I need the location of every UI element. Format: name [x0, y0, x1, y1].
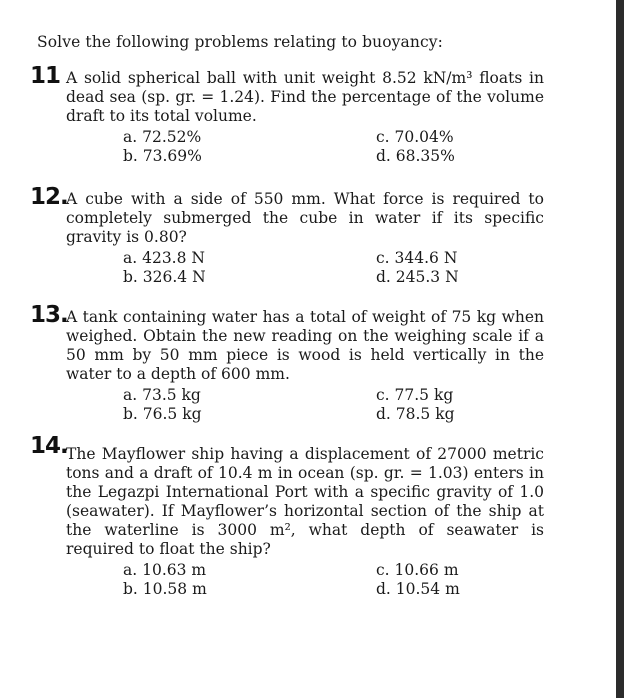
- page-heading: Solve the following problems relating to buoyancy:: [37, 33, 443, 51]
- problem-14: [30, 433, 544, 599]
- problem-11-choices: [123, 128, 543, 166]
- choice-a: a. 423.8 N: [123, 249, 205, 267]
- choice-c: c. 344.6 N: [376, 249, 458, 267]
- choice-a: a. 72.52%: [123, 128, 202, 146]
- choice-d: d. 10.54 m: [376, 580, 460, 598]
- problem-11: [30, 63, 544, 166]
- page-edge-shadow: [616, 0, 624, 698]
- problem-11-text: A solid spherical ball with unit weight 8.52 kN/m³ floats in dead sea (sp. gr. = 1.24). Find the percentage of the volume draft to its total volume.: [66, 69, 544, 125]
- choice-d: d. 78.5 kg: [376, 405, 455, 423]
- handwritten-number-13: 13.: [30, 302, 68, 328]
- choice-a: a. 10.63 m: [123, 561, 207, 579]
- choice-c: c. 10.66 m: [376, 561, 459, 579]
- problem-14-text: The Mayflower ship having a displacement of 27000 metric tons and a draft of 10.4 m in ocean (sp. gr. = 1.03) enters in the Legazpi International Port with a specific gravity of 1.0 (seawater). If Mayflower’s horizontal section of the ship at the waterline is 3000 m², what depth of seawater is required to float the ship?: [66, 445, 544, 558]
- problem-13-text: A tank containing water has a total of weight of 75 kg when weighed. Obtain the new reading on the weighing scale if a 50 mm by 50 mm piece is wood is held vertically in the water to a depth of 600 mm.: [66, 308, 544, 383]
- handwritten-number-12: 12.: [30, 184, 68, 210]
- choice-b: b. 73.69%: [123, 147, 202, 165]
- problem-13: [30, 302, 544, 424]
- handwritten-number-14: 14.: [30, 433, 68, 459]
- choice-b: b. 326.4 N: [123, 268, 206, 286]
- choice-d: d. 245.3 N: [376, 268, 459, 286]
- problem-12-choices: [123, 249, 543, 287]
- handwritten-number-11: 11: [30, 63, 61, 89]
- problem-12-text: A cube with a side of 550 mm. What force is required to completely submerged the cube in water if its specific gravity is 0.80?: [66, 190, 544, 246]
- choice-b: b. 10.58 m: [123, 580, 207, 598]
- choice-b: b. 76.5 kg: [123, 405, 202, 423]
- choice-a: a. 73.5 kg: [123, 386, 201, 404]
- problem-14-choices: [123, 561, 543, 599]
- choice-d: d. 68.35%: [376, 147, 455, 165]
- problem-12: [30, 184, 544, 287]
- choice-c: c. 70.04%: [376, 128, 454, 146]
- problem-13-choices: [123, 386, 543, 424]
- choice-c: c. 77.5 kg: [376, 386, 454, 404]
